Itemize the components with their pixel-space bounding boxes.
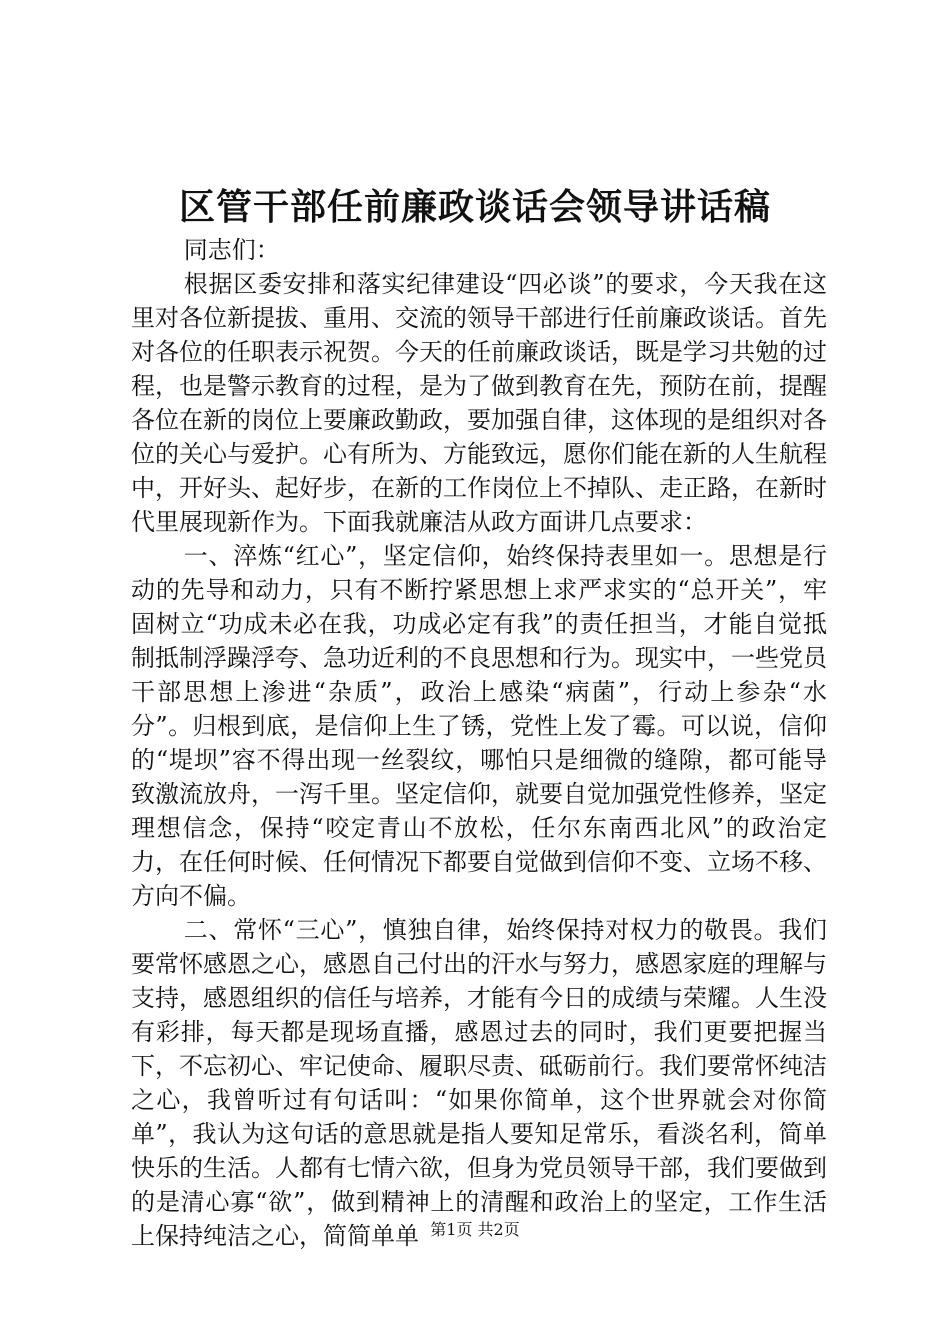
page-number-footer: 第1页 共2页 xyxy=(430,1220,520,1239)
document-title: 区管干部任前廉政谈话会领导讲话稿 xyxy=(178,186,771,228)
document-body xyxy=(131,233,827,1253)
paragraph-intro: 根据区委安排和落实纪律建设“四必谈”的要求，今天我在这里对各位新提拔、重用、交流的领导干部进行任前廉政谈话。首先对各位的任职表示祝贺。今天的任前廉政谈话，既是学习共勉的过程，也是警示教育的过程，是为了做到教育在先，预防在前，提醒各位在新的岗位上要廉政勤政，要加强自律，这体现的是组织对各位的关心与爱护。心有所为、方能致远，愿你们能在新的人生航程中，开好头、起好步，在新的工作岗位上不掉队、走正路，在新时代里展现新作为。下面我就廉洁从政方面讲几点要求： xyxy=(131,270,827,536)
paragraph-section-two: 二、常怀“三心”，慎独自律，始终保持对权力的敬畏。我们要常怀感恩之心，感恩自己付出的汗水与努力，感恩家庭的理解与支持，感恩组织的信任与培养，才能有今日的成绩与荣耀。人生没有彩排，每天都是现场直播，感恩过去的同时，我们更要把握当下，不忘初心、牢记使命、履职尽责、砥砺前行。我们要常怀纯洁之心，我曾听过有句话叫：“如果你简单，这个世界就会对你简单”，我认为这句话的意思就是指人要知足常乐，看淡名利，简单快乐的生活。人都有七情六欲，但身为党员领导干部，我们要做到的是清心寡“欲”，做到精神上的清醒和政治上的坚定，工作生活上保持纯洁之心，简简单单 xyxy=(131,916,827,1250)
paragraph-section-one: 一、淬炼“红心”，坚定信仰，始终保持表里如一。思想是行动的先导和动力，只有不断拧紧思想上求严求实的“总开关”，牢固树立“功成未必在我，功成必定有我”的责任担当，才能自觉抵制抵制浮躁浮夸、急功近利的不良思想和行为。现实中，一些党员干部思想上渗进“杂质”，政治上感染“病菌”，行动上参杂“水分”。归根到底，是信仰上生了锈，党性上发了霉。可以说，信仰的“堤坝”容不得出现一丝裂纹，哪怕只是细微的缝隙，都可能导致激流放舟，一泻千里。坚定信仰，就要自觉加强党性修养，坚定理想信念，保持“咬定青山不放松，任尔东南西北风”的政治定力，在任何时候、任何情况下都要自觉做到信仰不变、立场不移、方向不偏。 xyxy=(131,542,827,910)
greeting: 同志们： xyxy=(183,236,280,264)
